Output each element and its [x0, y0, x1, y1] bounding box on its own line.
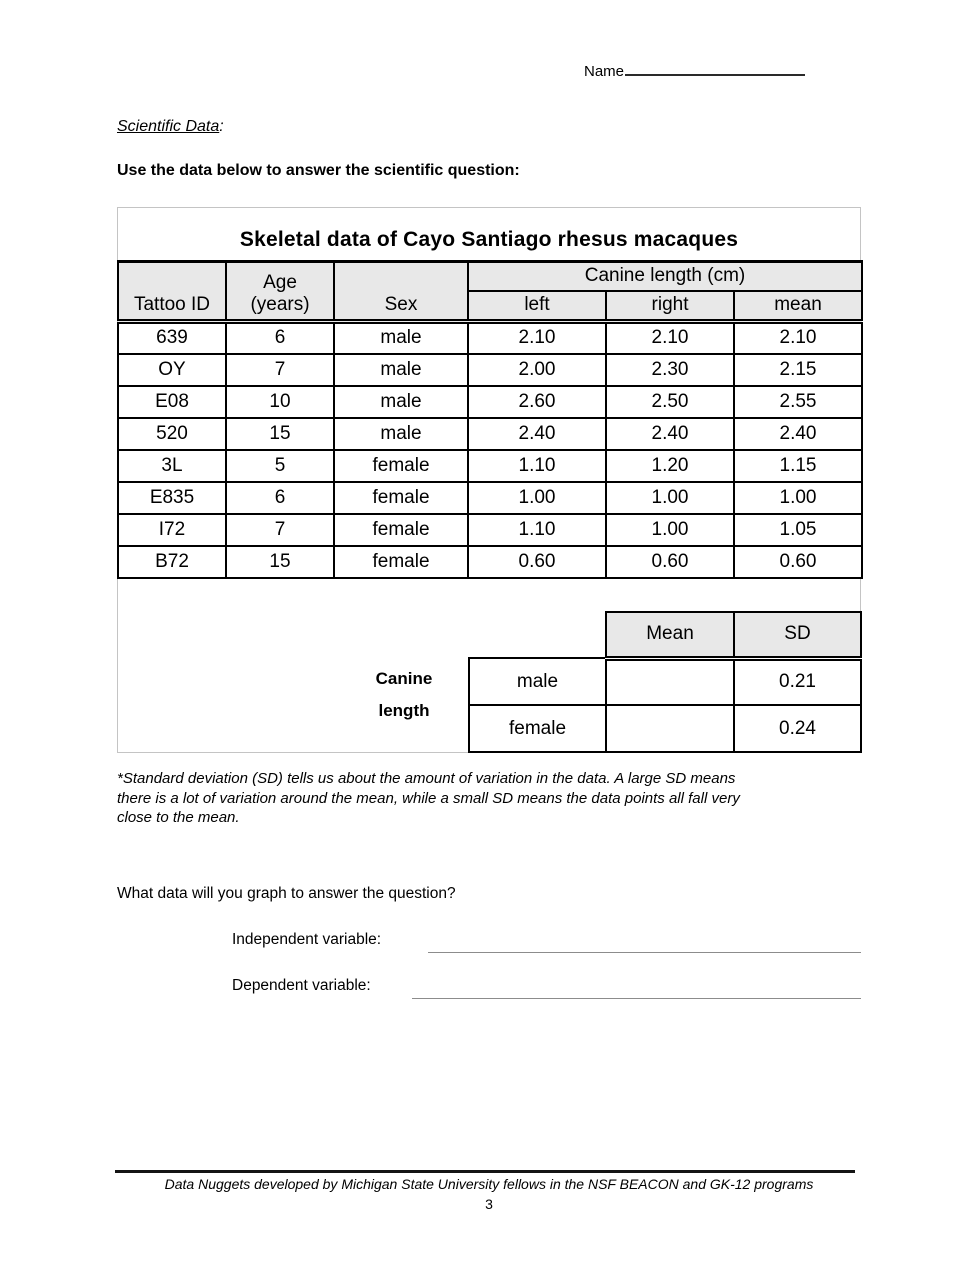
table-row	[118, 482, 862, 514]
cell-right: 2.30	[606, 354, 734, 386]
figure-box	[117, 207, 861, 753]
summary-row	[469, 705, 861, 752]
cell-sex: male	[334, 322, 468, 354]
cell-sex: female	[334, 482, 468, 514]
cell-left: 1.10	[468, 450, 606, 482]
name-label: Name	[584, 63, 625, 80]
table-row	[118, 418, 862, 450]
footer-credit: Data Nuggets developed by Michigan State University fellows in the NSF BEACON and GK-12 programs	[164, 1176, 814, 1192]
cell-right: 1.00	[606, 514, 734, 546]
col-header-mean: mean	[734, 291, 862, 322]
independent-variable-line	[428, 952, 861, 953]
cell-left: 2.00	[468, 354, 606, 386]
independent-variable-label: Independent variable:	[232, 931, 382, 948]
sd-footnote	[117, 769, 887, 828]
cell-mean: 2.55	[734, 386, 862, 418]
cell-mean: 1.15	[734, 450, 862, 482]
table-row	[118, 546, 862, 578]
cell-left: 1.10	[468, 514, 606, 546]
cell-sex: male	[334, 354, 468, 386]
col-header-age	[226, 262, 334, 322]
instruction-text: Use the data below to answer the scientific question:	[117, 162, 520, 179]
cell-sex: female	[334, 514, 468, 546]
cell-age: 7	[226, 354, 334, 386]
summary-row	[469, 658, 861, 705]
cell-tattoo-id: I72	[118, 514, 226, 546]
table-row	[118, 354, 862, 386]
cell-tattoo-id: B72	[118, 546, 226, 578]
table-title: Skeletal data of Cayo Santiago rhesus macaques	[239, 228, 739, 251]
summary-cell-sex: female	[469, 705, 606, 752]
table-row	[118, 514, 862, 546]
cell-mean: 0.60	[734, 546, 862, 578]
section-heading	[117, 118, 224, 136]
cell-mean: 2.15	[734, 354, 862, 386]
cell-tattoo-id: 520	[118, 418, 226, 450]
cell-age: 10	[226, 386, 334, 418]
col-header-right: right	[606, 291, 734, 322]
cell-right: 1.00	[606, 482, 734, 514]
canine-length-label-line1: Canine	[375, 669, 433, 688]
dependent-variable-label: Dependent variable:	[232, 977, 371, 994]
col-header-sex: Sex	[334, 262, 468, 322]
col-header-age-line1: Age	[263, 272, 297, 293]
col-header-age-line2: (years)	[250, 294, 310, 315]
cell-right: 2.50	[606, 386, 734, 418]
name-blank-line	[625, 62, 805, 76]
cell-left: 2.10	[468, 322, 606, 354]
page-number: 3	[485, 1196, 493, 1212]
sd-footnote-line3: close to the mean.	[117, 809, 240, 826]
cell-left: 0.60	[468, 546, 606, 578]
cell-tattoo-id: E835	[118, 482, 226, 514]
dependent-variable-line	[412, 998, 861, 999]
cell-right: 2.10	[606, 322, 734, 354]
cell-right: 1.20	[606, 450, 734, 482]
summary-cell-mean	[606, 658, 734, 705]
summary-cell-sd: 0.24	[734, 705, 861, 752]
summary-cell-mean	[606, 705, 734, 752]
cell-left: 1.00	[468, 482, 606, 514]
name-row	[584, 62, 805, 80]
cell-age: 15	[226, 418, 334, 450]
table-row	[118, 450, 862, 482]
col-header-left: left	[468, 291, 606, 322]
cell-mean: 2.40	[734, 418, 862, 450]
cell-sex: female	[334, 450, 468, 482]
summary-table	[468, 611, 862, 753]
cell-age: 15	[226, 546, 334, 578]
table-row	[118, 322, 862, 354]
summary-col-header-sd: SD	[734, 612, 861, 658]
cell-tattoo-id: E08	[118, 386, 226, 418]
cell-mean: 1.00	[734, 482, 862, 514]
table-row	[118, 386, 862, 418]
cell-tattoo-id: 3L	[118, 450, 226, 482]
sd-footnote-line1: *Standard deviation (SD) tells us about the amount of variation in the data. A large SD means	[117, 770, 736, 787]
summary-cell-sex: male	[469, 658, 606, 705]
footer-rule	[115, 1170, 855, 1173]
canine-length-label	[354, 663, 454, 727]
cell-age: 7	[226, 514, 334, 546]
sd-footnote-line2: there is a lot of variation around the mean, while a small SD means the data points all fall very	[117, 789, 740, 807]
summary-col-header-mean: Mean	[606, 612, 734, 658]
col-header-canine-length-group: Canine length (cm)	[468, 262, 862, 291]
canine-length-label-line2: length	[378, 701, 430, 720]
cell-age: 5	[226, 450, 334, 482]
cell-tattoo-id: OY	[118, 354, 226, 386]
cell-age: 6	[226, 482, 334, 514]
cell-sex: female	[334, 546, 468, 578]
skeletal-data-table	[117, 260, 863, 579]
cell-tattoo-id: 639	[118, 322, 226, 354]
summary-blank-corner	[469, 612, 606, 658]
cell-right: 0.60	[606, 546, 734, 578]
cell-right: 2.40	[606, 418, 734, 450]
cell-left: 2.40	[468, 418, 606, 450]
cell-mean: 1.05	[734, 514, 862, 546]
cell-sex: male	[334, 386, 468, 418]
cell-left: 2.60	[468, 386, 606, 418]
section-heading-text: Scientific Data	[117, 118, 220, 135]
cell-age: 6	[226, 322, 334, 354]
col-header-tattoo-id: Tattoo ID	[118, 262, 226, 322]
summary-cell-sd: 0.21	[734, 658, 861, 705]
graph-question: What data will you graph to answer the question?	[117, 885, 456, 902]
cell-sex: male	[334, 418, 468, 450]
section-heading-colon: :	[219, 118, 224, 135]
cell-mean: 2.10	[734, 322, 862, 354]
